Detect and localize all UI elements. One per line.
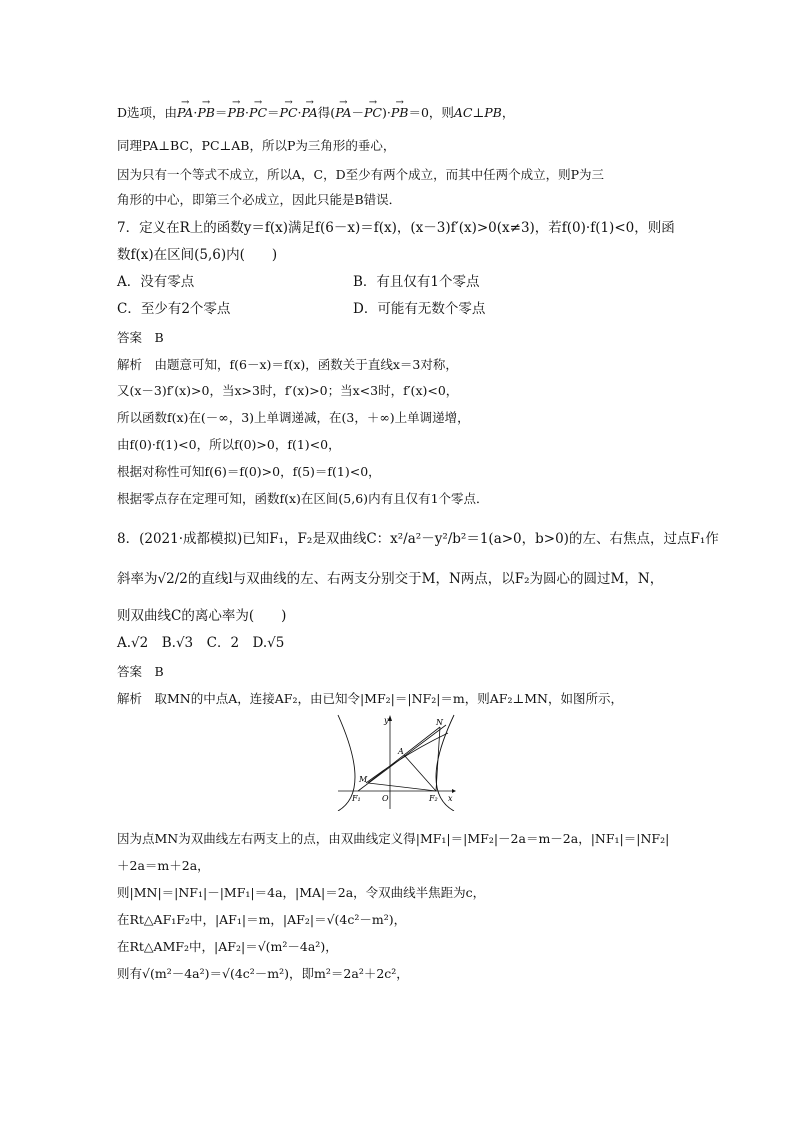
- q8-line-1: 8．(2021·成都模拟)已知F₁，F₂是双曲线C：x²/a²－y²/b²＝1(a>0，b>0)的左、右焦点，过点F₁作: [117, 531, 719, 547]
- q8-line-3: 则双曲线C的离心率为( ): [117, 608, 287, 624]
- q8-answer: 答案 B: [117, 664, 164, 679]
- q8-line-2: 斜率为√2/2的直线l与双曲线的左、右两支分别交于M，N两点，以F₂为圆心的圆过M，N，: [117, 571, 664, 587]
- label-x: x: [448, 794, 453, 803]
- segment-af2: [404, 755, 436, 791]
- q7-option-a: A．没有零点: [117, 274, 195, 290]
- q8-solution-4: 则|MN|＝|NF₁|－|MF₁|＝4a，|MA|＝2a，令双曲线半焦距为c，: [117, 885, 486, 900]
- q7-option-d: D．可能有无数个零点: [353, 301, 486, 317]
- line-l: [358, 725, 446, 791]
- q8-solution-5: 在Rt△AF₁F₂中，|AF₁|＝m，|AF₂|＝√(4c²－m²)，: [117, 912, 407, 927]
- similarly-line: 同理PA⊥BC，PC⊥AB，所以P为三角形的垂心，: [117, 138, 396, 153]
- q7-solution-4: 由f(0)·f(1)<0，所以f(0)>0，f(1)<0，: [117, 437, 341, 452]
- label-y: y: [384, 716, 389, 725]
- q8-options: A.√2 B.√3 C．2 D.√5: [117, 635, 285, 651]
- q7-solution-2: 又(x－3)f′(x)>0，当x>3时，f′(x)>0；当x<3时，f′(x)<0，: [117, 383, 459, 398]
- d-choice-line: D选项，由→ PA·→ PB＝→ PB·→ PC＝→ PC·→ PA得(→ PA－→ PC)·→ PB＝0，则AC⊥PB，: [117, 104, 514, 122]
- q7-answer: 答案 B: [117, 330, 164, 345]
- q7-line-2: 数f(x)在区间(5,6)内( ): [117, 247, 278, 263]
- label-n: N: [436, 718, 443, 727]
- label-f1: F₁: [352, 794, 361, 803]
- q7-solution-1: 解析 由题意可知，f(6－x)＝f(x)，函数关于直线x＝3对称，: [117, 357, 458, 372]
- q7-option-b: B．有且仅有1个零点: [353, 274, 480, 290]
- because-line-2: 角形的中心，即第三个必成立，因此只能是B错误．: [117, 192, 402, 207]
- q8-solution-2: 因为点MN为双曲线左右两支上的点，由双曲线定义得|MF₁|＝|MF₂|－2a＝m－2a，|NF₁|＝|NF₂|: [117, 831, 670, 846]
- q7-solution-6: 根据零点存在定理可知，函数f(x)在区间(5,6)内有且仅有1个零点．: [117, 491, 489, 506]
- label-a: A: [398, 747, 404, 756]
- q7-option-c: C．至少有2个零点: [117, 301, 231, 317]
- q8-solution-1: 解析 取MN的中点A，连接AF₂，由已知令|MF₂|＝|NF₂|＝m，则AF₂⊥MN，如图所示，: [117, 691, 623, 706]
- x-axis-arrow: [452, 789, 456, 793]
- label-m: M: [359, 775, 368, 784]
- segment-mn: [368, 727, 440, 783]
- q7-solution-5: 根据对称性可知f(6)＝f(0)>0，f(5)＝f(1)<0，: [117, 464, 381, 479]
- label-f2: F₂: [429, 794, 438, 803]
- segment-nf2: [436, 727, 440, 791]
- q7-solution-3: 所以函数f(x)在(－∞，3)上单调递减，在(3，＋∞)上单调递增，: [117, 410, 470, 425]
- q8-solution-7: 则有√(m²－4a²)＝√(4c²－m²)，即m²＝2a²＋2c²，: [117, 966, 409, 981]
- hyperbola-figure: [336, 713, 456, 811]
- q8-solution-6: 在Rt△AMF₂中，|AF₂|＝√(m²－4a²)，: [117, 939, 338, 954]
- y-axis-arrow: [388, 715, 392, 721]
- segment-mf2: [368, 783, 436, 791]
- q8-solution-3: ＋2a＝m＋2a，: [117, 858, 210, 873]
- q7-line-1: 7．定义在R上的函数y＝f(x)满足f(6－x)＝f(x)，(x－3)f′(x)>0(x≠3)，若f(0)·f(1)<0，则函: [117, 220, 675, 236]
- because-line-1: 因为只有一个等式不成立，所以A，C，D至少有两个成立，而其中任两个成立，则P为三: [117, 167, 605, 182]
- label-o: O: [382, 794, 389, 803]
